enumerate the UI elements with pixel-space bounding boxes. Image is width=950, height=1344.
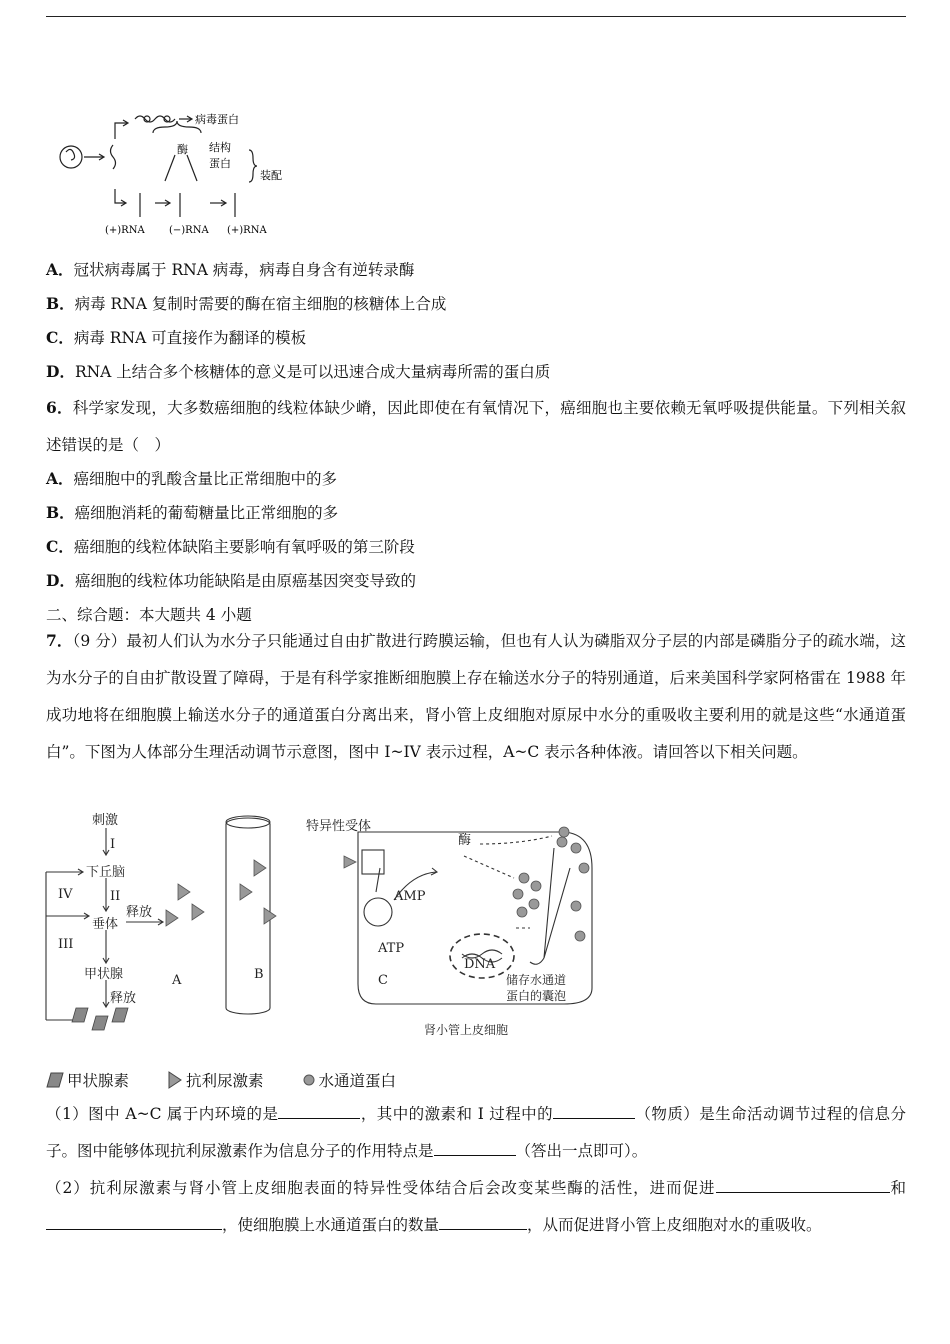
- process-ii-label: II: [110, 889, 121, 904]
- rna-pos-label-2: (+)RNA: [227, 225, 267, 236]
- vesicle-label-2: 蛋白的囊泡: [506, 989, 567, 1003]
- stimulus-label: 刺激: [92, 813, 119, 828]
- virus-replication-figure: [55, 105, 295, 243]
- q6-option-c: C．癌细胞的线粒体缺陷主要影响有氧呼吸的第三阶段: [46, 537, 415, 556]
- q6-option-a: A．癌细胞中的乳酸含量比正常细胞中的多: [46, 469, 338, 488]
- receptor-label: 特异性受体: [306, 819, 372, 834]
- vesicle-label-1: 储存水通道: [506, 973, 567, 987]
- section2-title: 二、综合题：本大题共 4 小题: [46, 606, 252, 624]
- process-iv-label: IV: [58, 887, 73, 902]
- fluid-a-label: A: [172, 973, 182, 988]
- assembly-label: 装配: [260, 169, 282, 182]
- rna-pos-label-1: (+)RNA: [105, 225, 145, 236]
- q5-option-c: C．病毒 RNA 可直接作为翻译的模板: [46, 328, 307, 347]
- q7-stem: 7．（9 分）最初人们认为水分子只能通过自由扩散进行跨膜运输，但也有人认为磷脂双分子层的内部是磷脂分子的疏水端，这为水分子的自由扩散设置了障碍，于是有科学家推断细胞膜上存在输送水分子的特别通道，后来美国科学家阿格雷在 1988 年成功地将在细胞膜上输送水分子的通道蛋白分离出来，肾小管上皮细胞对原尿中水分的重吸收主要利用的就是这些“水通道蛋白”。下图为人体部分生理活动调节示意图，图中 I~IV 表示过程，A~C 表示各种体液。请回答以下相关问题。: [46, 631, 906, 761]
- thyroid-label: 甲状腺: [84, 967, 124, 982]
- structural-protein-label-1: 结构: [209, 141, 231, 154]
- blank-5[interactable]: [46, 1213, 222, 1230]
- virus-protein-label: 病毒蛋白: [195, 113, 239, 126]
- structural-protein-label-2: 蛋白: [209, 157, 231, 170]
- figure-legend: [46, 1068, 434, 1092]
- hypothalamus-label: 下丘脑: [86, 865, 126, 880]
- blank-6[interactable]: [439, 1213, 527, 1230]
- aquaporin-circle-icon: [302, 1073, 316, 1087]
- page-top-rule: [46, 16, 906, 17]
- q7-subquestion-2: （2）抗利尿激素与肾小管上皮细胞表面的特异性受体结合后会改变某些酶的活性，进而促进 和，使细胞膜上水通道蛋白的数量 ，从而促进肾小管上皮细胞对水的重吸收。: [46, 1170, 906, 1244]
- process-iii-label: III: [58, 937, 74, 952]
- enzyme-label: 酶: [177, 143, 188, 156]
- release-label-2: 释放: [110, 991, 137, 1006]
- regulation-figure: [44, 808, 604, 1042]
- legend-thyroxine: 甲状腺素: [46, 1069, 129, 1091]
- blank-2[interactable]: [553, 1102, 635, 1119]
- process-i-label: I: [110, 837, 116, 852]
- q5-option-b: B．病毒 RNA 复制时需要的酶在宿主细胞的核糖体上合成: [46, 294, 447, 313]
- q5-option-a: A．冠状病毒属于 RNA 病毒，病毒自身含有逆转录酶: [46, 260, 415, 279]
- blank-3[interactable]: [434, 1139, 516, 1156]
- atp-label: ATP: [378, 941, 405, 956]
- rna-neg-label: (−)RNA: [169, 225, 209, 236]
- legend-aquaporin: 水通道蛋白: [302, 1069, 397, 1091]
- q6-option-d: D．癌细胞的线粒体功能缺陷是由原癌基因突变导致的: [46, 571, 416, 590]
- fluid-b-label: B: [254, 967, 264, 982]
- dna-label: DNA: [464, 957, 496, 972]
- q6-stem: 6．科学家发现，大多数癌细胞的线粒体缺少嵴，因此即使在有氧情况下，癌细胞也主要依赖无氧呼吸提供能量。下列相关叙述错误的是（ ）: [46, 398, 906, 454]
- amp-label: AMP: [394, 889, 426, 904]
- legend-adh: 抗利尿激素: [167, 1069, 264, 1091]
- thyroxine-parallelogram-icon: [46, 1072, 64, 1088]
- adh-triangle-icon: [167, 1071, 183, 1089]
- release-label-1: 释放: [126, 905, 153, 920]
- pituitary-label: 垂体: [92, 917, 119, 932]
- q6-option-b: B．癌细胞消耗的葡萄糖量比正常细胞的多: [46, 503, 339, 522]
- enzyme-label-fig2: 酶: [458, 833, 472, 848]
- blank-1[interactable]: [278, 1102, 360, 1119]
- fluid-c-label: C: [378, 973, 388, 988]
- q5-option-d: D．RNA 上结合多个核糖体的意义是可以迅速合成大量病毒所需的蛋白质: [46, 362, 551, 381]
- blank-4[interactable]: [716, 1176, 890, 1193]
- cell-caption: 肾小管上皮细胞: [424, 1023, 509, 1037]
- q7-subquestion-1: （1）图中 A~C 属于内环境的是 ，其中的激素和 I 过程中的 （物质）是生命活动调节过程的信息分子。图中能够体现抗利尿激素作为信息分子的作用特点是 （答出一点即可）。: [46, 1096, 906, 1170]
